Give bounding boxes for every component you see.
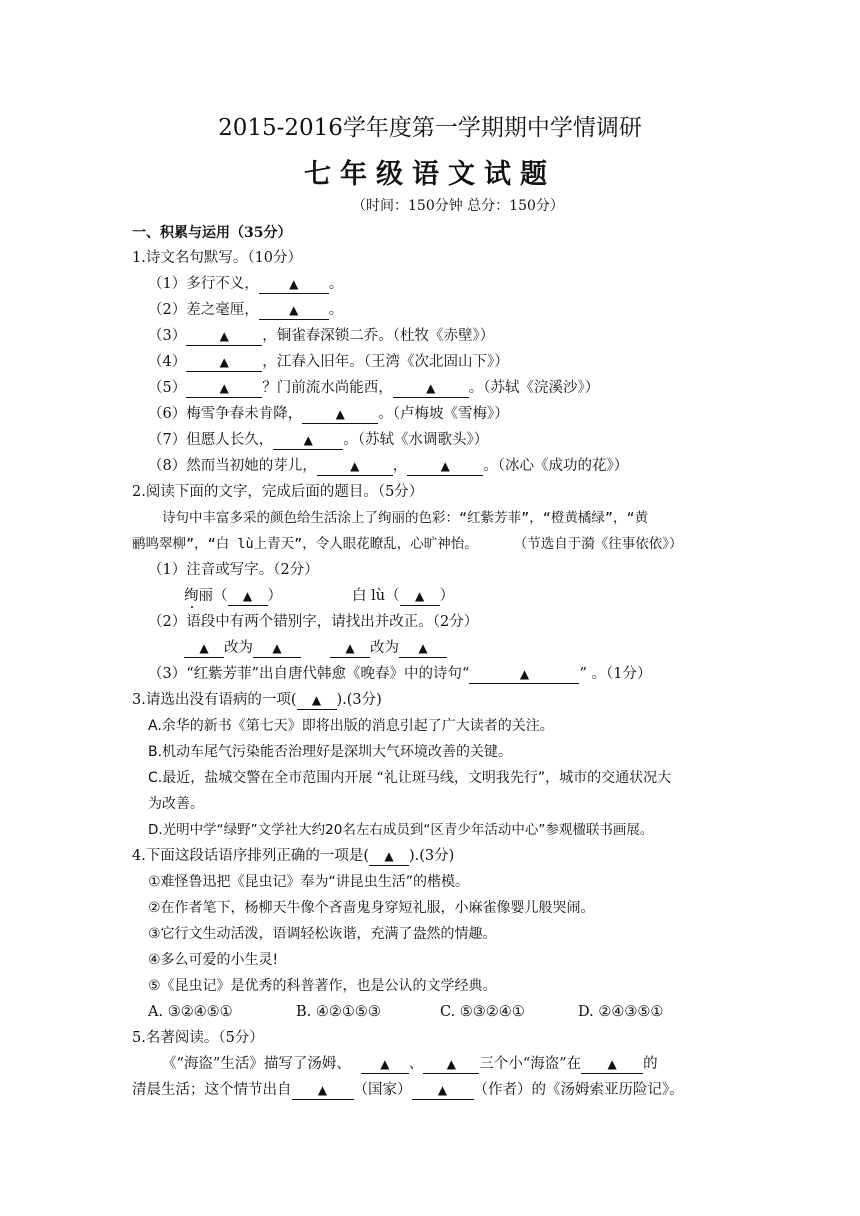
answer-blank[interactable] (273, 432, 343, 450)
item-text: ） (439, 588, 455, 604)
q1-item-7 (148, 430, 488, 450)
blank-marker: ▲ (414, 589, 425, 603)
blank-marker: ▲ (380, 1057, 390, 1071)
answer-blank[interactable] (184, 640, 224, 658)
answer-blank[interactable] (581, 1056, 643, 1074)
q4-choice-c[interactable]: C. ⑤③②④① (440, 1004, 525, 1020)
item-text: 《“海盗”生活》描写了汤姆、 (162, 1056, 351, 1072)
passage-source: （节选自于漪《往事依依》） (513, 536, 683, 552)
item-text: 。（苏轼《水调歌头》） (343, 432, 489, 448)
answer-blank[interactable] (317, 458, 393, 476)
exam-meta: （时间：150分钟 总分：150分） (352, 198, 564, 214)
answer-blank[interactable] (186, 380, 262, 398)
item-text: ？门前流水尚能西， (262, 380, 393, 396)
item-text: （6）梅雪争春未肯降， (148, 406, 303, 422)
answer-blank[interactable] (423, 1056, 479, 1074)
item-text: 。 (328, 276, 344, 292)
q2-sub-1-a (184, 586, 282, 606)
answer-blank[interactable] (400, 588, 440, 606)
q3-option-c-cont: 为改善。 (148, 796, 204, 812)
question-1-stem: 1.诗文名句默写。（10分） (132, 250, 303, 266)
q4-sentence-3: ③它行文生动活泼，语调轻松诙谐，充满了盎然的情趣。 (148, 926, 497, 942)
blank-marker: ▲ (272, 641, 282, 655)
item-text: 3.请选出没有语病的一项( (132, 692, 297, 708)
blank-marker: ▲ (199, 641, 209, 655)
blank-marker: ▲ (440, 459, 450, 473)
item-text: （作者）的《汤姆索亚历险记》。 (473, 1082, 684, 1098)
item-text: （3）“红紫芳菲”出自唐代韩愈《晚春》中的诗句“ (148, 666, 470, 682)
question-2-stem: 2.阅读下面的文字，完成后面的题目。（5分） (132, 484, 424, 500)
item-text: 丽（ (198, 588, 228, 604)
answer-blank[interactable] (259, 276, 329, 294)
q1-item-5 (148, 378, 599, 398)
q2-sub-2: （2）语段中有两个错别字，请找出并改正。（2分） (148, 614, 479, 630)
answer-blank[interactable] (302, 406, 378, 424)
item-text: （1）多行不义， (148, 276, 259, 292)
q2-passage-line-1: 诗句中丰富多采的颜色给生活涂上了绚丽的色彩：“红紫芳菲”，“橙黄橘绿”，“黄 (162, 510, 649, 526)
item-text: 的 (643, 1056, 658, 1072)
item-text: （2）差之毫厘， (148, 302, 259, 318)
q1-item-2 (148, 300, 343, 320)
item-text: 。 (328, 302, 344, 318)
dotted-char: 绚 (184, 588, 199, 604)
q1-item-8 (148, 456, 628, 476)
answer-blank[interactable] (292, 1082, 354, 1100)
answer-blank[interactable] (393, 380, 469, 398)
item-text: ） (267, 588, 282, 604)
blank-marker: ▲ (437, 1083, 448, 1097)
q2-sub-1-b (352, 586, 454, 606)
blank-marker: ▲ (219, 381, 229, 395)
blank-marker: ▲ (242, 589, 253, 603)
question-4-stem (132, 846, 454, 866)
q2-sub-3 (148, 664, 651, 684)
q4-choice-d[interactable]: D. ②④③⑤① (578, 1004, 664, 1020)
q3-option-a: A.余华的新书《第七天》即将出版的消息引起了广大读者的关注。 (148, 718, 554, 734)
q4-choice-b[interactable]: B. ④②①⑤③ (296, 1004, 381, 1020)
q2-correction-2 (330, 638, 447, 658)
answer-blank[interactable] (186, 328, 262, 346)
item-text: （4） (148, 354, 187, 370)
exam-title: 2015-2016学年度第一学期期中学情调研 (218, 115, 642, 141)
q3-option-b: B.机动车尾气污染能否治理好是深圳大气环境改善的关键。 (148, 744, 513, 760)
blank-marker: ▲ (350, 459, 360, 473)
blank-marker: ▲ (219, 329, 229, 343)
q1-item-6 (148, 404, 509, 424)
question-5-stem: 5.名著阅读。（5分） (132, 1030, 264, 1046)
blank-marker: ▲ (345, 641, 355, 655)
answer-blank[interactable] (186, 354, 262, 372)
item-text: ，江春入旧年。（王湾《次北固山下》） (262, 354, 509, 370)
blank-marker: ▲ (384, 849, 394, 863)
blank-marker: ▲ (426, 381, 436, 395)
item-text: 改为 (370, 640, 399, 656)
answer-blank[interactable] (228, 588, 268, 606)
answer-blank[interactable] (369, 848, 409, 866)
item-text: 。（卢梅坡《雪梅》） (378, 406, 509, 422)
q1-item-1 (148, 274, 343, 294)
answer-blank[interactable] (259, 302, 329, 320)
answer-blank[interactable] (253, 640, 301, 658)
blank-marker: ▲ (289, 303, 299, 317)
blank-marker: ▲ (335, 407, 345, 421)
answer-blank[interactable] (297, 692, 337, 710)
item-text: （3） (148, 328, 187, 344)
item-text: 4.下面这段话语序排列正确的一项是( (132, 848, 369, 864)
blank-marker: ▲ (311, 693, 322, 707)
answer-blank[interactable] (407, 458, 483, 476)
item-text: 白 lù（ (352, 588, 400, 604)
item-text: （国家） (353, 1082, 412, 1098)
item-text: ” 。（1分） (579, 666, 652, 682)
answer-blank[interactable] (361, 1056, 409, 1074)
item-text: （8）然而当初她的芽儿， (148, 458, 317, 474)
q4-sentence-4: ④多么可爱的小生灵! (148, 952, 279, 968)
q1-item-3 (148, 326, 494, 346)
item-text: 改为 (224, 640, 253, 656)
blank-marker: ▲ (303, 433, 313, 447)
q5-line-2 (132, 1080, 684, 1100)
item-text: 。（苏轼《浣溪沙》） (468, 380, 600, 396)
answer-blank[interactable] (412, 1082, 474, 1100)
answer-blank[interactable] (469, 666, 579, 684)
answer-blank[interactable] (330, 640, 370, 658)
blank-marker: ▲ (289, 277, 299, 291)
exam-subject-title: 七年级语文试题 (304, 159, 556, 190)
q1-item-4 (148, 352, 509, 372)
blank-marker: ▲ (219, 355, 229, 369)
item-text: 、 (408, 1056, 424, 1072)
item-text: ，铜雀春深锁二乔。（杜牧《赤壁》） (262, 328, 495, 344)
item-text: （7）但愿人长久， (148, 432, 274, 448)
passage-text: 鹂鸣翠柳”，“白 lù上青天”，令人眼花瞭乱，心旷神怡。 (132, 536, 478, 552)
section-heading: 一、积累与运用（35分） (132, 225, 292, 241)
blank-marker: ▲ (519, 667, 530, 681)
item-text: 清晨生活；这个情节出自 (132, 1082, 292, 1098)
item-text: ， (392, 458, 408, 474)
q4-sentence-5: ⑤《昆虫记》是优秀的科普著作，也是公认的文学经典。 (148, 978, 497, 994)
blank-marker: ▲ (446, 1057, 456, 1071)
q4-sentence-2: ②在作者笔下，杨柳天牛像个吝啬鬼身穿短礼服，小麻雀像婴儿般哭闹。 (148, 900, 595, 916)
item-text: ).(3分) (409, 848, 455, 864)
item-text: （5） (148, 380, 187, 396)
q2-sub-1: （1）注音或写字。（2分） (148, 562, 319, 578)
q5-line-1 (162, 1054, 658, 1074)
q3-option-d: D.光明中学“绿野”文学社大约20名左右成员到“区青少年活动中心”参观楹联书画展。 (148, 822, 654, 838)
item-text: 。（冰心《成功的花》） (483, 458, 629, 474)
blank-marker: ▲ (418, 641, 428, 655)
q3-option-c: C.最近，盐城交警在全市范围内开展 “礼让斑马线，文明我先行”，城市的交通状况大 (148, 770, 672, 786)
answer-blank[interactable] (399, 640, 447, 658)
question-3-stem (132, 690, 382, 710)
blank-marker: ▲ (317, 1083, 328, 1097)
item-text: 三个小“海盗”在 (479, 1056, 582, 1072)
item-text: ).(3分) (336, 692, 382, 708)
blank-marker: ▲ (607, 1057, 617, 1071)
q2-correction-1 (184, 638, 301, 658)
q4-sentence-1: ①难怪鲁迅把《昆虫记》奉为“讲昆虫生活”的楷模。 (148, 874, 470, 890)
q4-choice-a[interactable]: A. ③②④⑤① (148, 1004, 233, 1020)
q2-passage-line-2 (132, 534, 683, 554)
